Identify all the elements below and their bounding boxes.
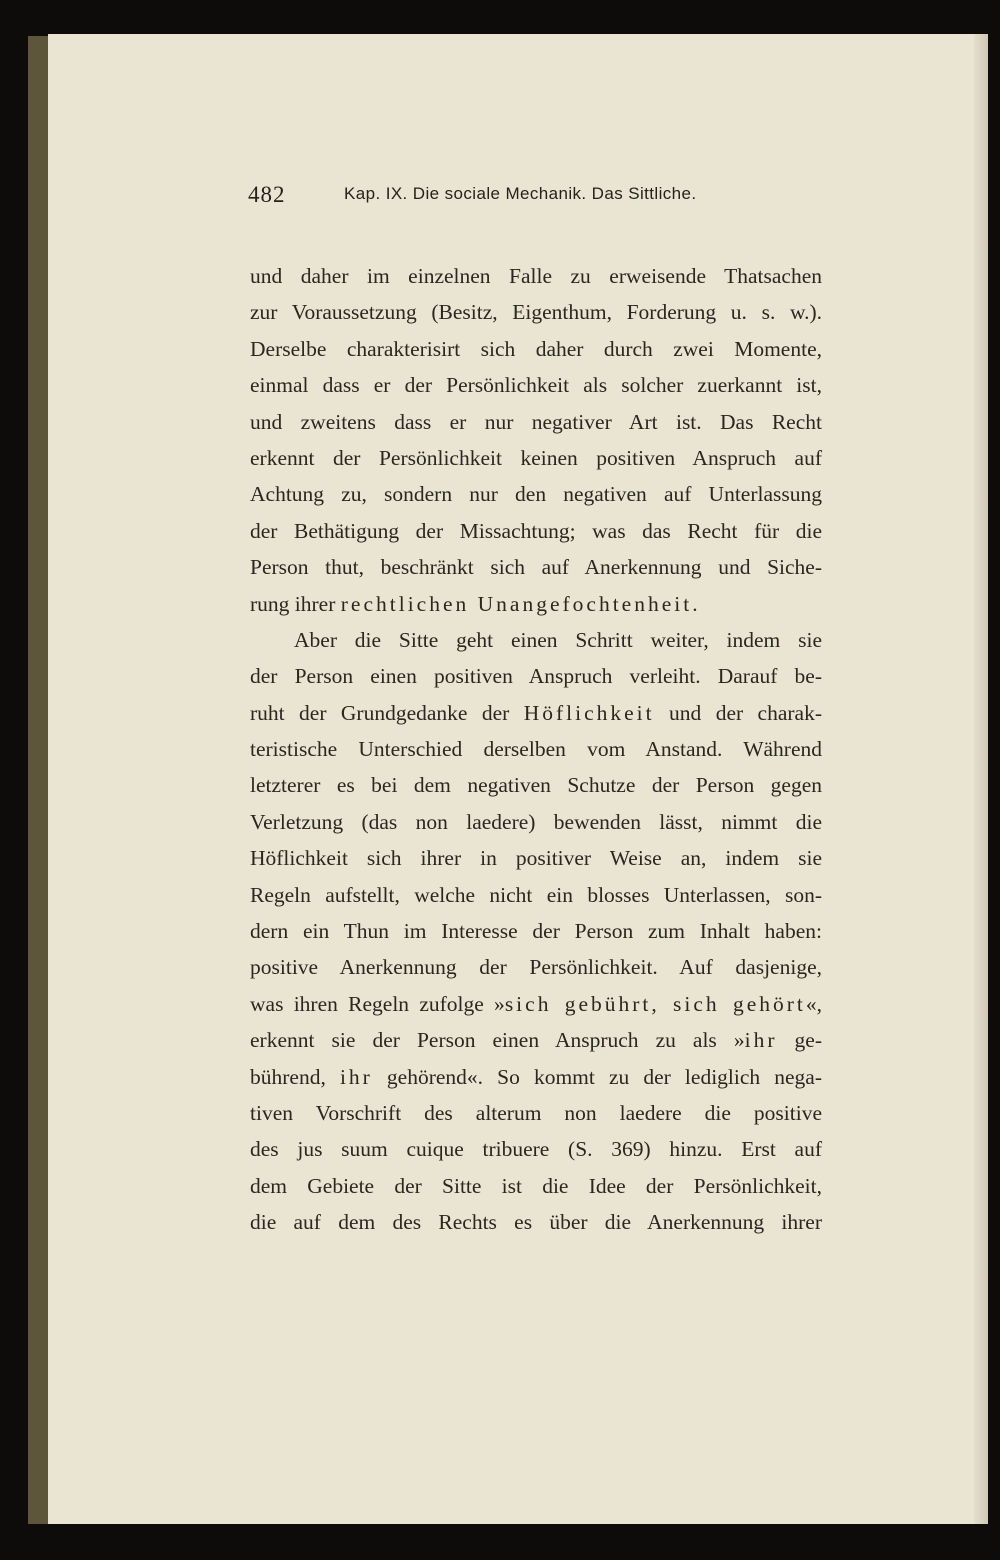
text-segment: ge-: [777, 1028, 822, 1053]
book-spine: [28, 36, 50, 1524]
text-line: Derselbe charakterisirt sich daher durch zwei Momente,: [250, 336, 822, 361]
text-line: tiven Vorschrift des alterum non laedere die positive: [250, 1100, 822, 1125]
emphasis-text: ihr: [744, 1028, 778, 1053]
text-line: einmal dass er der Persönlichkeit als solcher zuerkannt ist,: [250, 373, 822, 398]
text-line: erkennt der Persönlichkeit keinen positiven Anspruch auf: [250, 445, 822, 470]
text-line: letzterer es bei dem negativen Schutze der Person gegen: [250, 773, 822, 798]
text-segment: bührend,: [250, 1064, 326, 1089]
text-line: teristische Unterschied derselben vom Anstand. Während: [250, 737, 822, 762]
text-line: [250, 986, 822, 1022]
emphasis-text: ihr: [339, 1064, 373, 1089]
text-segment: und der charak-: [669, 700, 823, 725]
text-line: Person thut, beschränkt sich auf Anerkennung und Siche-: [250, 555, 822, 580]
page-number: 482: [248, 182, 286, 207]
text-segment: gehörend«. So kommt zu der lediglich nega-: [372, 1064, 823, 1089]
text-line: des jus suum cuique tribuere (S. 369) hinzu. Erst auf: [250, 1137, 822, 1162]
text-line: Achtung zu, sondern nur den negativen auf Unterlassung: [250, 482, 822, 507]
text-line: Aber die Sitte geht einen Schritt weiter, indem sie: [294, 627, 822, 652]
text-line: [250, 1059, 822, 1095]
page-header: [248, 180, 828, 220]
text-line: [250, 1022, 822, 1058]
text-line: dern ein Thun im Interesse der Person zum Inhalt haben:: [250, 919, 822, 944]
body-text: [250, 258, 822, 1241]
text-line: der Bethätigung der Missachtung; was das Recht für die: [250, 518, 822, 543]
emphasis-text: Höflichkeit: [523, 700, 655, 725]
text-line: zur Voraussetzung (Besitz, Eigenthum, Forderung u. s. w.).: [250, 300, 822, 325]
text-line: und zweitens dass er nur negativer Art ist. Das Recht: [250, 409, 822, 434]
text-line: [250, 695, 822, 731]
text-line: und daher im einzelnen Falle zu erweisende Thatsachen: [250, 264, 822, 288]
text-line: dem Gebiete der Sitte ist die Idee der Persönlichkeit,: [250, 1173, 822, 1198]
text-segment: «,: [805, 991, 822, 1016]
emphasis-text: rechtlichen Unangefochtenheit.: [340, 591, 701, 616]
text-line: [250, 586, 822, 622]
emphasis-text: sich gebührt, sich gehört: [504, 991, 806, 1016]
text-line: der Person einen positiven Anspruch verleiht. Darauf be-: [250, 664, 822, 689]
text-segment: erkennt sie der Person einen Anspruch zu als »: [250, 1028, 745, 1053]
running-head: Kap. IX. Die sociale Mechanik. Das Sittliche.: [344, 184, 697, 203]
text-line: Regeln aufstellt, welche nicht ein blosses Unterlassen, son-: [250, 882, 822, 907]
page-edge-shadow: [974, 34, 988, 1524]
text-segment: ruht der Grundgedanke der: [250, 700, 510, 725]
text-line: die auf dem des Rechts es über die Anerkennung ihrer: [250, 1210, 822, 1235]
text-line: Höflichkeit sich ihrer in positiver Weise an, indem sie: [250, 846, 822, 871]
text-line: Verletzung (das non laedere) bewenden lässt, nimmt die: [250, 809, 822, 834]
text-segment: was ihren Regeln zufolge »: [250, 991, 505, 1016]
text-line: positive Anerkennung der Persönlichkeit. Auf dasjenige,: [250, 955, 822, 980]
text-segment: rung ihrer: [250, 591, 336, 616]
